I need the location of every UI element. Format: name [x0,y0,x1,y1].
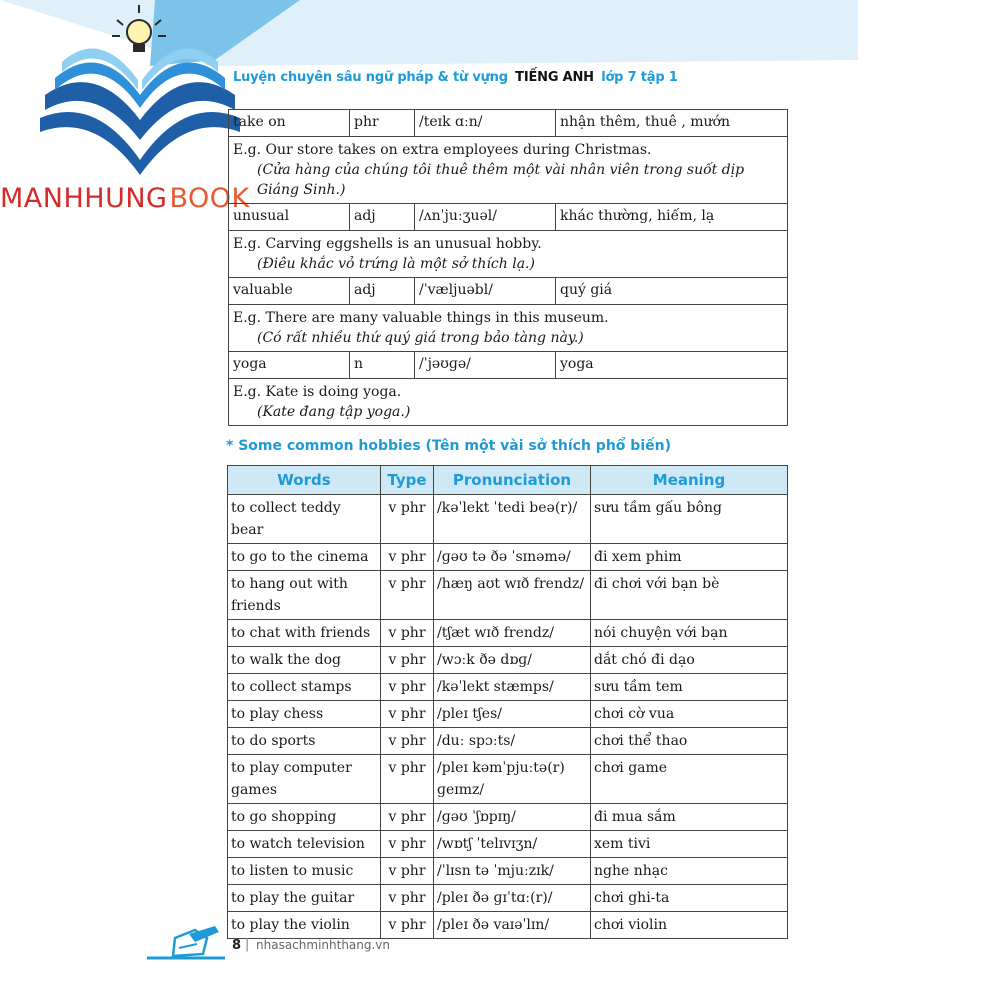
hobby-type: v phr [381,831,434,858]
hobby-word: to go to the cinema [228,544,381,571]
table-row [228,755,788,804]
table-row [228,804,788,831]
vocab-meaning: khác thường, hiếm, lạ [556,204,788,231]
hobby-word: to play computer games [228,755,381,804]
example-english: E.g. Kate is doing yoga. [233,384,402,400]
table-row [228,728,788,755]
hobby-meaning: chơi thể thao [591,728,788,755]
table-row [228,674,788,701]
vocab-example-row [229,305,788,352]
hobby-pron: /kəˈlekt ˈtedi beə(r)/ [434,495,591,544]
hobby-meaning: chơi violin [591,912,788,939]
hobby-pron: /pleɪ tʃes/ [434,701,591,728]
hobby-pron: /wɔːk ðə dɒɡ/ [434,647,591,674]
hobby-meaning: sưu tầm tem [591,674,788,701]
hobby-meaning: nói chuyện với bạn [591,620,788,647]
page-title: Luyện chuyên sâu ngữ pháp & từ vựng TIẾNG ANH lớp 7 tập 1 [233,70,678,85]
vocab-row [229,110,788,137]
vocab-pron: /ˈjəʊɡə/ [415,352,556,379]
hobby-pron: /wɒtʃ ˈtelɪvɪʒn/ [434,831,591,858]
hobby-type: v phr [381,804,434,831]
vocab-example [229,231,788,278]
vocab-row [229,278,788,305]
hobby-pron: /ɡəʊ ˈʃɒpɪŋ/ [434,804,591,831]
hobby-type: v phr [381,728,434,755]
hobby-meaning: sưu tầm gấu bông [591,495,788,544]
hobby-type: v phr [381,674,434,701]
brand-name: MANHHUNGBOOK [0,183,250,214]
writing-hand-icon [145,920,230,965]
vocab-type: adj [350,278,415,305]
hobby-meaning: đi chơi với bạn bè [591,571,788,620]
vocabulary-table [228,109,788,426]
header-pronunciation: Pronunciation [434,466,591,495]
hobby-word: to watch television [228,831,381,858]
vocab-pron: /teɪk ɑːn/ [415,110,556,137]
hobby-type: v phr [381,755,434,804]
table-header-row [228,466,788,495]
page-number: 8 [232,938,242,953]
vocab-pron: /ˈvæljuəbl/ [415,278,556,305]
table-row [228,544,788,571]
vocab-meaning: yoga [556,352,788,379]
vocab-word: valuable [229,278,350,305]
hobbies-table [227,465,788,939]
hobby-word: to collect stamps [228,674,381,701]
lightbulb-icon [112,5,166,52]
vocab-type: phr [350,110,415,137]
example-vietnamese: (Có rất nhiều thứ quý giá trong bảo tàng này.) [257,330,584,346]
vocab-type: n [350,352,415,379]
hobby-word: to play the guitar [228,885,381,912]
hobby-word: to walk the dog [228,647,381,674]
hobby-word: to listen to music [228,858,381,885]
hobby-word: to play chess [228,701,381,728]
hobby-type: v phr [381,620,434,647]
hobby-meaning: nghe nhạc [591,858,788,885]
vocab-type: adj [350,204,415,231]
hobby-pron: /tʃæt wɪð frendz/ [434,620,591,647]
vocab-example-row [229,379,788,426]
table-row [228,701,788,728]
table-row [228,647,788,674]
hobby-pron: /duː spɔːts/ [434,728,591,755]
vocab-meaning: quý giá [556,278,788,305]
hobby-pron: /pleɪ ðə ɡɪˈtɑː(r)/ [434,885,591,912]
vocab-meaning: nhận thêm, thuê , mướn [556,110,788,137]
footer-separator: | [245,937,250,952]
vocab-example [229,379,788,426]
hobby-word: to chat with friends [228,620,381,647]
vocab-word: yoga [229,352,350,379]
hobby-word: to hang out with friends [228,571,381,620]
table-row [228,885,788,912]
hobby-pron: /pleɪ ðə vaɪəˈlɪn/ [434,912,591,939]
hobby-meaning: chơi cờ vua [591,701,788,728]
table-row [228,831,788,858]
table-row [228,571,788,620]
header-type: Type [381,466,434,495]
hobby-type: v phr [381,701,434,728]
table-row [228,495,788,544]
hobby-meaning: chơi game [591,755,788,804]
hobby-word: to go shopping [228,804,381,831]
page-footer [145,920,445,970]
hobby-pron: /ɡəʊ tə ðə ˈsɪnəmə/ [434,544,591,571]
header-words: Words [228,466,381,495]
example-vietnamese: (Kate đang tập yoga.) [257,404,411,420]
vocab-row [229,352,788,379]
vocab-row [229,204,788,231]
header-meaning: Meaning [591,466,788,495]
hobby-meaning: chơi ghi-ta [591,885,788,912]
vocab-example-row [229,231,788,278]
vocab-word: take on [229,110,350,137]
hobby-type: v phr [381,647,434,674]
hobby-type: v phr [381,544,434,571]
example-english: E.g. Our store takes on extra employees during Christmas. [233,142,652,158]
example-english: E.g. There are many valuable things in this museum. [233,310,609,326]
vocab-example-row [229,137,788,204]
hobby-type: v phr [381,885,434,912]
hobby-type: v phr [381,858,434,885]
footer-website: nhasachminhthang.vn [256,938,391,952]
hobby-word: to play the violin [228,912,381,939]
hobby-meaning: xem tivi [591,831,788,858]
example-vietnamese: (Cửa hàng của chúng tôi thuê thêm một vài nhân viên trong suốt dịp Giáng Sinh.) [257,162,745,198]
hobby-type: v phr [381,495,434,544]
hobby-pron: /hæŋ aʊt wɪð frendz/ [434,571,591,620]
hobby-word: to collect teddy bear [228,495,381,544]
vocab-word: unusual [229,204,350,231]
example-english: E.g. Carving eggshells is an unusual hobby. [233,236,542,252]
hobby-meaning: đi mua sắm [591,804,788,831]
hobby-pron: /kəˈlekt stæmps/ [434,674,591,701]
hobby-meaning: đi xem phim [591,544,788,571]
vocab-example [229,137,788,204]
section-title: * Some common hobbies (Tên một vài sở thích phổ biến) [226,438,671,454]
example-vietnamese: (Điêu khắc vỏ trứng là một sở thích lạ.) [257,256,535,272]
table-row [228,620,788,647]
table-row [228,858,788,885]
hobby-type: v phr [381,912,434,939]
vocab-example [229,305,788,352]
vocab-pron: /ʌnˈjuːʒuəl/ [415,204,556,231]
hobby-pron: /pleɪ kəmˈpjuːtə(r) ɡeɪmz/ [434,755,591,804]
hobby-meaning: dắt chó đi dạo [591,647,788,674]
hobby-type: v phr [381,571,434,620]
hobby-word: to do sports [228,728,381,755]
hobby-pron: /ˈlɪsn tə ˈmjuːzɪk/ [434,858,591,885]
